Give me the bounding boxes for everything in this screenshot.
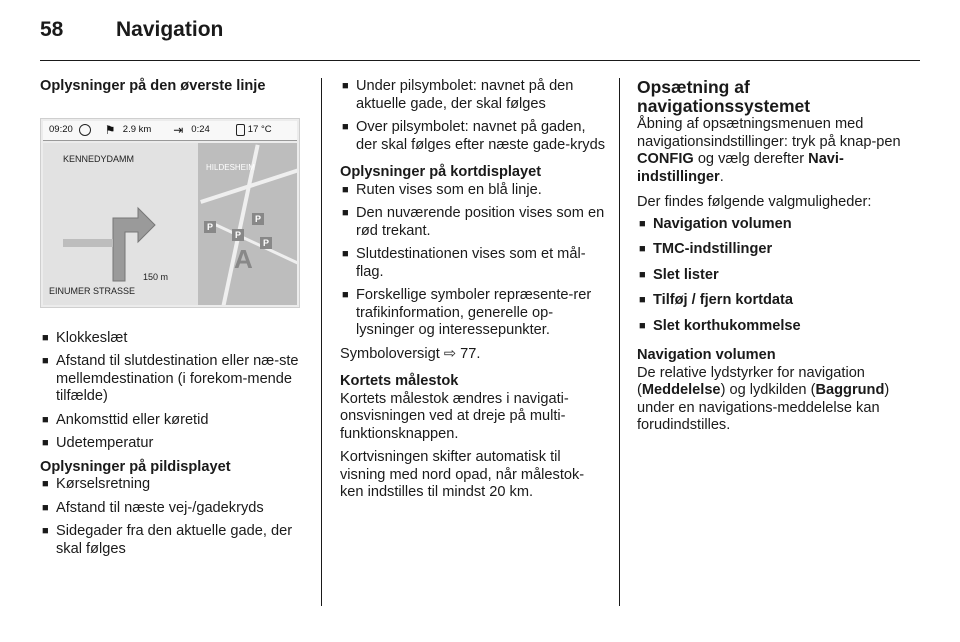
- config-button-label: CONFIG: [637, 151, 694, 167]
- list-item: ■ Tilføj / fjern kortdata: [637, 292, 907, 310]
- screen-main-area: [43, 143, 297, 305]
- list-item: ■ Under pilsymbolet: navnet på den aktuelle gade, der skal følges: [340, 78, 606, 113]
- symbol-overview-link[interactable]: Symboloversigt ⇨ 77.: [340, 345, 481, 362]
- volume-text-b: ) og lydkilden (: [720, 382, 816, 398]
- arrow-display-heading: Oplysninger på pildisplayet: [40, 458, 231, 475]
- map-city-label: HILDESHEIM: [206, 162, 255, 172]
- column-2: [340, 78, 606, 508]
- screen-temperature: 17 °C: [247, 124, 272, 136]
- background-label: Baggrund: [815, 382, 885, 398]
- map-scale-paragraph-1: Kortets målestok ændres i navigati-onsvisningen ved at dreje på multi-funktionsknappen.: [340, 390, 569, 442]
- list-item: ■ Slet lister: [637, 267, 907, 285]
- screen-arrival: 0:24: [191, 124, 210, 136]
- setup-text-c: .: [719, 168, 724, 185]
- screen-status-bar: [43, 121, 297, 141]
- column-divider-1: [321, 78, 322, 606]
- page-number: 58: [40, 18, 64, 41]
- volume-text-a: De relative lydstyrker for navigation (: [637, 364, 865, 398]
- list-item: ■ Ankomsttid eller køretid: [40, 412, 306, 430]
- map-display-heading: Oplysninger på kortdisplayet: [340, 164, 542, 180]
- navigation-screen-image: [40, 118, 300, 308]
- column-divider-2: [619, 78, 620, 606]
- list-item: ■ Navigation volumen: [637, 216, 907, 234]
- column-3: [637, 78, 907, 441]
- parking-marker-icon: P: [204, 221, 216, 233]
- list-item: ■ TMC-indstillinger: [637, 241, 907, 259]
- top-line-heading: Oplysninger på den øverste linje: [40, 78, 266, 94]
- map-display: [198, 143, 297, 305]
- setup-text-a: Åbning af opsætningsmenuen med navigationsindstillinger: tryk på knap-pen: [637, 116, 901, 150]
- parking-marker-icon: P: [252, 213, 264, 225]
- list-item: ■ Over pilsymbolet: navnet på gaden, der skal følges efter næste gade-kryds: [340, 119, 606, 154]
- list-item: ■ Slutdestinationen vises som et mål-flag.: [340, 246, 606, 281]
- turn-arrow-icon: [43, 163, 198, 293]
- screen-distance: 2.9 km: [122, 124, 152, 136]
- position-marker-icon: A: [234, 243, 253, 274]
- clock-icon: [79, 124, 91, 136]
- settings-options-list: [637, 216, 907, 336]
- list-item: ■ Den nuværende position vises som en rød trekant.: [340, 205, 606, 240]
- arrow-display-list: [40, 476, 306, 558]
- volume-paragraph: [637, 365, 907, 435]
- setup-paragraph: [637, 116, 907, 186]
- list-item: ■ Sidegader fra den aktuelle gade, der skal følges: [40, 523, 306, 558]
- volume-heading: Navigation volumen: [637, 347, 776, 363]
- map-scale-paragraph-2: Kortvisningen skifter automatisk til visning med nord opad, når målestok-ken indstilles til mindst 20 km.: [340, 449, 585, 500]
- current-street-label: EINUMER STRASSE: [49, 286, 136, 296]
- list-item: ■ Forskellige symboler repræsente-rer trafikinformation, generelle op-lysninger og interessepunkter.: [340, 287, 606, 340]
- parking-marker-icon: P: [260, 237, 272, 249]
- map-display-list: [340, 182, 606, 340]
- list-item: ■ Kørselsretning: [40, 476, 306, 494]
- setup-heading: Opsætning af navigationssystemet: [637, 77, 811, 116]
- navi-settings-label: Navi-indstillinger: [637, 151, 844, 185]
- list-item: ■ Afstand til næste vej-/gadekryds: [40, 500, 306, 518]
- map-scale-heading: Kortets målestok: [340, 373, 459, 389]
- arrow-display-list-continued: [340, 78, 606, 154]
- turn-distance-label: 150 m: [143, 272, 169, 282]
- arrow-display: [43, 143, 198, 305]
- list-item: ■ Klokkeslæt: [40, 330, 306, 348]
- list-item: ■ Slet korthukommelse: [637, 318, 907, 336]
- destination-flag-icon: ⚑: [104, 123, 116, 137]
- column-1: [40, 78, 306, 564]
- page-header: [40, 18, 223, 48]
- parking-marker-icon: P: [232, 229, 244, 241]
- list-item: ■ Udetemperatur: [40, 435, 306, 453]
- thermometer-icon: [236, 124, 245, 136]
- arrival-arrow-icon: ⇥: [173, 123, 184, 137]
- list-item: ■ Ruten vises som en blå linje.: [340, 182, 606, 200]
- top-line-list: [40, 330, 306, 453]
- next-street-label: KENNEDYDAMM: [63, 153, 135, 164]
- message-label: Meddelelse: [641, 382, 721, 398]
- map-road: [212, 222, 297, 274]
- screen-time: 09:20: [49, 124, 73, 136]
- page-title: Navigation: [116, 18, 224, 41]
- header-divider: [40, 60, 920, 61]
- options-intro: Der findes følgende valgmuligheder:: [637, 194, 872, 210]
- setup-text-b: og vælg derefter: [693, 151, 809, 167]
- list-item: ■ Afstand til slutdestination eller næ-ste mellemdestination (i forekom-mende tilfælde): [40, 353, 306, 406]
- volume-text-c: ) under en navigations-meddelelse kan forudindstilles.: [637, 382, 890, 433]
